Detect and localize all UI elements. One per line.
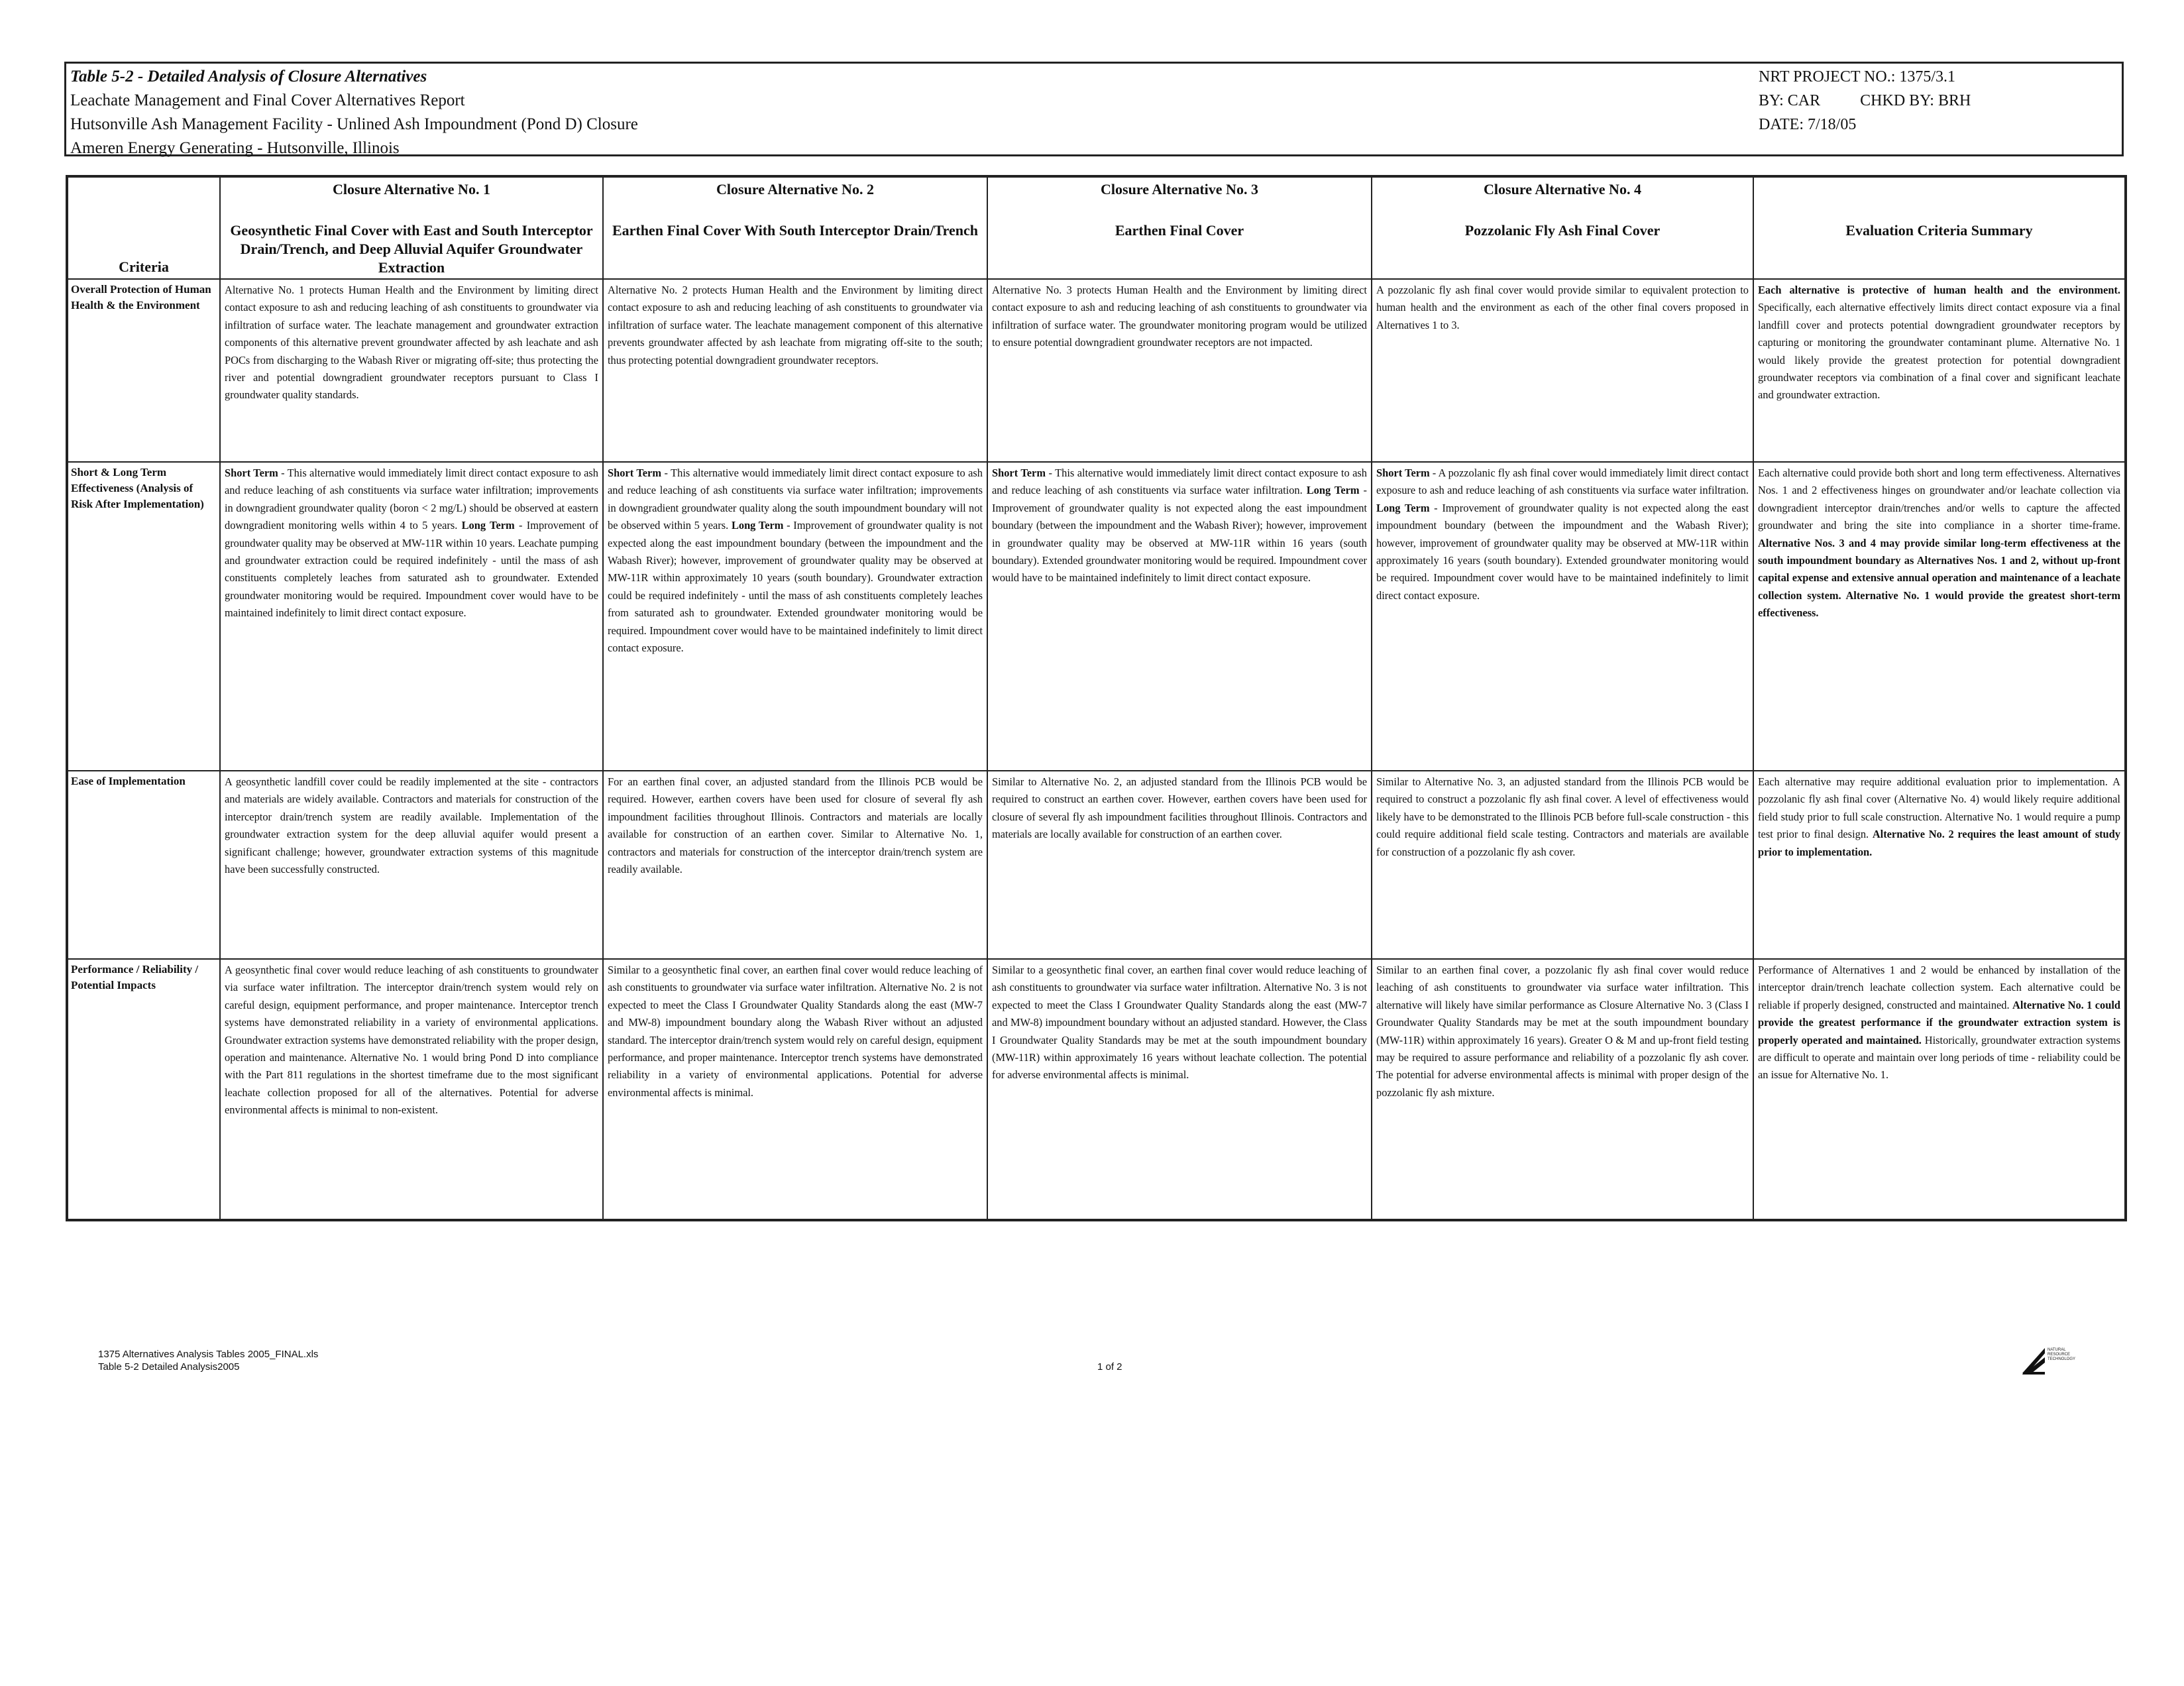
header-project-block xyxy=(1759,65,1971,137)
alt1-cell: A geosynthetic final cover would reduce leaching of ash constituents to groundwater via surface water infiltration. The interceptor drain/trench system would rely on careful design, equipment performance, and proper maintenance. Interceptor trench systems have demonstrated reliability in a variety of environmental applications. Groundwater extraction systems have demonstrated reliability with the proper design, operation and maintenance. Alternative No. 1 would bring Pond D into compliance with the Part 811 regulations in the shortest timeframe due to the most significant leachate collection proposed for all of the alternatives. Potential for adverse environmental affects is minimal to non-existent. xyxy=(220,959,603,1220)
summary-text-bold: Each alternative is protective of human health and the environment. xyxy=(1758,284,2120,296)
long-term-text: - Improvement of groundwater quality is not expected along the east impoundment boundary (between the impoundment and the Wabash River); however, improvement in groundwater quality may be observed at MW-11R within 16 years (south boundary). Extended groundwater monitoring would be required. Impoundment cover would have to be maintained indefinitely to limit direct contact exposure. xyxy=(992,484,1368,585)
logo-line: RESOURCE xyxy=(2048,1353,2071,1357)
long-term-label: Long Term xyxy=(1306,484,1360,497)
summary-text-bold: Alternative No. 1 could provide the greatest performance if the groundwater extraction system is properly operated and maintained. xyxy=(1758,998,2121,1046)
summary-cell xyxy=(1753,462,2126,771)
alt2-cell: Alternative No. 2 protects Human Health and the Environment by limiting direct contact exposure to ash and reducing leaching of ash constituents to groundwater via infiltration of surface water. The leachate management component of this alternative prevents groundwater affected by ash leachate from migrating off-site to the south; thus protecting potential downgradient groundwater receptors. xyxy=(603,279,987,462)
long-term-text: - Improvement of groundwater quality is not expected along the east impoundment boundary (between the impoundment and the Wabash River); however, improvement of groundwater quality may be observed at MW-11R within approximately 16 years (south boundary). Extended groundwater monitoring would be required. Impoundment cover would have to be maintained indefinitely to limit direct contact exposure. xyxy=(1376,501,1749,602)
alt4-header xyxy=(1372,176,1753,279)
footer-sheetname: Table 5-2 Detailed Analysis2005 xyxy=(98,1361,240,1373)
alt2-number: Closure Alternative No. 2 xyxy=(716,181,874,197)
summary-header xyxy=(1753,176,2126,279)
alt4-number: Closure Alternative No. 4 xyxy=(1484,181,1641,197)
alt4-cell xyxy=(1372,462,1753,771)
short-term-text: - This alternative would immediately limit direct contact exposure to ash and reduce leaching of ash constituents via surface water infiltration. xyxy=(992,467,1368,497)
long-term-label: Long Term xyxy=(1376,501,1430,514)
short-term-text: - A pozzolanic fly ash final cover would immediately limit direct contact exposure to ash and reduce leaching of ash constituents via surface water infiltration. xyxy=(1376,467,1749,497)
closure-analysis-table xyxy=(66,175,2127,1221)
alt2-header xyxy=(603,176,987,279)
criteria-cell: Ease of Implementation xyxy=(67,771,220,959)
alt2-cell: For an earthen final cover, an adjusted standard from the Illinois PCB would be required. However, earthen covers have been used for closure of several fly ash impoundment facilities throughout Illinois. Contractors and materials are locally available for construction of an earthen cover. Similar to Alternative No. 1, contractors and materials for construction of the interceptor drain/trench system are readily available. xyxy=(603,771,987,959)
prepared-by: BY: CAR xyxy=(1759,92,1821,109)
company-logo-text xyxy=(2048,1348,2075,1362)
long-term-text: - Improvement of groundwater quality is not expected along the east impoundment boundary (between the impoundment and the Wabash River); however, improvement of groundwater quality may be observed at MW-11R within approximately 10 years (south boundary). Groundwater extraction could be required indefinitely - until the mass of ash constituents completely leaches from saturated ash to groundwater. Extended groundwater monitoring would be required. Impoundment cover would have to be maintained indefinitely to limit direct contact exposure. xyxy=(608,519,983,655)
table-title: Table 5-2 - Detailed Analysis of Closure Alternatives xyxy=(70,68,427,85)
alt4-title: Pozzolanic Fly Ash Final Cover xyxy=(1464,222,1661,239)
alt3-cell: Similar to Alternative No. 2, an adjusted standard from the Illinois PCB would be required to construct an earthen cover. However, earthen covers have been used for closure of several fly ash impoundment facilities throughout Illinois. Contractors and materials are locally available for construction of an earthen cover. xyxy=(987,771,1372,959)
table-header-row xyxy=(67,176,2126,279)
alt1-cell: Alternative No. 1 protects Human Health and the Environment by limiting direct contact exposure to ash and reducing leaching of ash constituents to groundwater via infiltration of surface water. The leachate management and groundwater extraction components of this alternative prevent groundwater affected by ash leachate and ash POCs from discharging to the Wabash River or migrating off-site; thus protecting the river and potential downgradient groundwater receptors pursuant to Class I groundwater quality standards. xyxy=(220,279,603,462)
summary-text: Specifically, each alternative effectively limits direct contact exposure via a final landfill cover and protects potential downgradient groundwater receptors by capturing or monitoring the groundwater contaminant plume. Alternative No. 1 would likely provide the greatest protection for potential downgradient groundwater receptors via combination of a final cover and significant leachate and groundwater extraction. xyxy=(1758,301,2120,402)
long-term-label: Long Term xyxy=(731,519,784,532)
report-date: DATE: 7/18/05 xyxy=(1759,116,1857,133)
alt1-header xyxy=(220,176,603,279)
page-number: 1 of 2 xyxy=(1097,1361,1122,1373)
alt1-cell xyxy=(220,462,603,771)
alt4-cell: Similar to Alternative No. 3, an adjusted standard from the Illinois PCB would be required to construct a pozzolanic fly ash final cover. A level of effectiveness would likely have to be demonstrated to the Illinois PCB before full-scale construction - this could require additional field scale testing. Contractors and materials are available for construction of a pozzolanic fly ash cover. xyxy=(1372,771,1753,959)
project-number: NRT PROJECT NO.: 1375/3.1 xyxy=(1759,68,1956,85)
alt3-number: Closure Alternative No. 3 xyxy=(1101,181,1258,197)
criteria-cell: Overall Protection of Human Health & the Environment xyxy=(67,279,220,462)
table-row xyxy=(67,462,2126,771)
alt3-cell xyxy=(987,462,1372,771)
table-row xyxy=(67,771,2126,959)
short-term-text: - This alternative would immediately limit direct contact exposure to ash and reduce leaching of ash constituents via surface water infiltration; improvements in downgradient groundwater quality (boron < 2 mg/L) should be observed at eastern downgradient monitoring wells within 4 to 5 years. xyxy=(225,467,599,532)
long-term-label: Long Term xyxy=(461,519,515,532)
summary-text: Each alternative may require additional evaluation prior to implementation. A pozzolanic fly ash final cover (Alternative No. 4) would likely require additional field study prior to full scale construction. Alternative No. 1 would require a pump test prior to final design. xyxy=(1758,775,2120,841)
summary-cell xyxy=(1753,959,2126,1220)
short-term-text: - This alternative would immediately limit direct contact exposure to ash and reduce leaching of ash constituents via surface water infiltration; improvements in downgradient groundwater quality along the south impoundment boundary will not be observed within 5 years. xyxy=(608,467,983,532)
summary-text-bold: Alternative No. 2 requires the least amount of study prior to implementation. xyxy=(1758,828,2120,858)
summary-text: Performance of Alternatives 1 and 2 would be enhanced by installation of the interceptor drain/trench leachate collection system. Each alternative could be reliable if properly designed, constructed and maintained. xyxy=(1758,964,2120,1011)
logo-line: TECHNOLOGY xyxy=(2048,1357,2076,1361)
short-term-label: Short Term xyxy=(225,467,278,479)
alt2-title: Earthen Final Cover With South Interceptor Drain/Trench xyxy=(612,222,979,239)
short-term-label: Short Term xyxy=(608,467,661,479)
alt1-number: Closure Alternative No. 1 xyxy=(333,181,490,197)
criteria-cell: Performance / Reliability / Potential Impacts xyxy=(67,959,220,1220)
report-title: Leachate Management and Final Cover Alternatives Report xyxy=(70,91,465,109)
alt3-cell: Similar to a geosynthetic final cover, an earthen final cover would reduce leaching of ash constituents to groundwater via surface water infiltration. Alternative No. 3 is not expected to meet the Class I Groundwater Quality Standards along the east (MW-7 and MW-8) impoundment boundary without an adjusted standard. However, the Class I Groundwater Quality Standards may be met at the south impoundment boundary (MW-11R) within approximately 16 years without leachate collection. The potential for adverse environmental affects is minimal. xyxy=(987,959,1372,1220)
criteria-cell: Short & Long Term Effectiveness (Analysis of Risk After Implementation) xyxy=(67,462,220,771)
facility-line: Hutsonville Ash Management Facility - Unlined Ash Impoundment (Pond D) Closure xyxy=(70,115,638,133)
alt2-cell xyxy=(603,462,987,771)
checked-by: CHKD BY: BRH xyxy=(1860,92,1971,109)
alt3-header xyxy=(987,176,1372,279)
summary-text-bold: Alternative Nos. 3 and 4 may provide similar long-term effectiveness at the south impoundment boundary as Alternatives Nos. 1 and 2, without up-front capital expense and extensive annual operation and maintenance of a leachate collection system. Alternative No. 1 would provide the greatest short-term effectiveness. xyxy=(1758,536,2120,620)
summary-text: Historically, groundwater extraction systems are difficult to operate and maintain over long periods of time - reliability could be an issue for Alternative No. 1. xyxy=(1758,1033,2120,1082)
short-term-label: Short Term xyxy=(1376,467,1430,479)
client-line: Ameren Energy Generating - Hutsonville, Illinois xyxy=(70,139,400,157)
alt3-cell: Alternative No. 3 protects Human Health and the Environment by limiting direct contact exposure to ash and reducing leaching of ash constituents to groundwater via infiltration of surface water. The groundwater monitoring program would be utilized to ensure potential downgradient groundwater receptors are not impacted. xyxy=(987,279,1372,462)
summary-text: Each alternative could provide both short and long term effectiveness. Alternatives Nos. 1 and 2 effectiveness hinges on groundwater and/or leachate collection via downgradient interceptor drain/trenches and/or wells to capture the affected groundwater and bring the site into compliance in a shorter time-frame. xyxy=(1758,467,2120,532)
criteria-header: Criteria xyxy=(67,176,220,279)
header-title-block xyxy=(70,65,638,160)
summary-number xyxy=(1757,180,2121,221)
alt4-cell: Similar to an earthen final cover, a pozzolanic fly ash final cover would reduce leaching of ash constituents to groundwater via surface water infiltration. This alternative will likely have similar performance as Closure Alternative No. 3 (Class I Groundwater Quality Standards may be met at the south impoundment boundary (MW-11R) within approximately 16 years). Greater O & M and up-front field testing may be required to assure performance and reliability of a pozzolanic fly ash cover. The potential for adverse environmental affects is minimal with proper design of the pozzolanic fly ash mixture. xyxy=(1372,959,1753,1220)
alt1-title: Geosynthetic Final Cover with East and South Interceptor Drain/Trench, and Deep Alluvial Aquifer Groundwater Extraction xyxy=(230,222,593,276)
table-row xyxy=(67,959,2126,1220)
alt2-cell: Similar to a geosynthetic final cover, an earthen final cover would reduce leaching of ash constituents to groundwater via surface water infiltration. Alternative No. 2 is not expected to meet the Class I Groundwater Quality Standards along the east (MW-7 and MW-8) impoundment boundary along the Wabash River without an adjusted standard. The interceptor drain/trench system would rely on careful design, equipment performance, and proper maintenance. Interceptor trench systems have demonstrated reliability in a variety of environmental applications. Potential for adverse environmental affects is minimal. xyxy=(603,959,987,1220)
summary-title: Evaluation Criteria Summary xyxy=(1845,222,2033,239)
footer-filename: 1375 Alternatives Analysis Tables 2005_FINAL.xls xyxy=(98,1349,319,1360)
table-row xyxy=(67,279,2126,462)
report-header xyxy=(64,62,2124,156)
footer-file-info xyxy=(98,1348,318,1373)
summary-cell xyxy=(1753,279,2126,462)
short-term-label: Short Term xyxy=(992,467,1046,479)
alt1-cell: A geosynthetic landfill cover could be readily implemented at the site - contractors and materials are widely available. Contractors and materials for construction of the interceptor drain/trench system are readily available. Implementation of the groundwater extraction system for the deep alluvial aquifer would present a significant challenge; however, groundwater extraction systems of this magnitude have been successfully constructed. xyxy=(220,771,603,959)
alt3-title: Earthen Final Cover xyxy=(1115,222,1244,239)
summary-cell xyxy=(1753,771,2126,959)
alt4-cell: A pozzolanic fly ash final cover would provide similar to equivalent protection to human health and the environment as each of the other final covers proposed in Alternatives 1 to 3. xyxy=(1372,279,1753,462)
long-term-text: - Improvement of groundwater quality may be observed at MW-11R within 10 years. Leachate pumping and groundwater extraction could be required indefinitely - until the mass of ash constituents completely leaches from saturated ash to groundwater. Extended groundwater monitoring would be required. Impoundment cover would have to be maintained indefinitely to limit direct contact exposure. xyxy=(225,519,598,620)
logo-line: NATURAL xyxy=(2048,1348,2066,1352)
